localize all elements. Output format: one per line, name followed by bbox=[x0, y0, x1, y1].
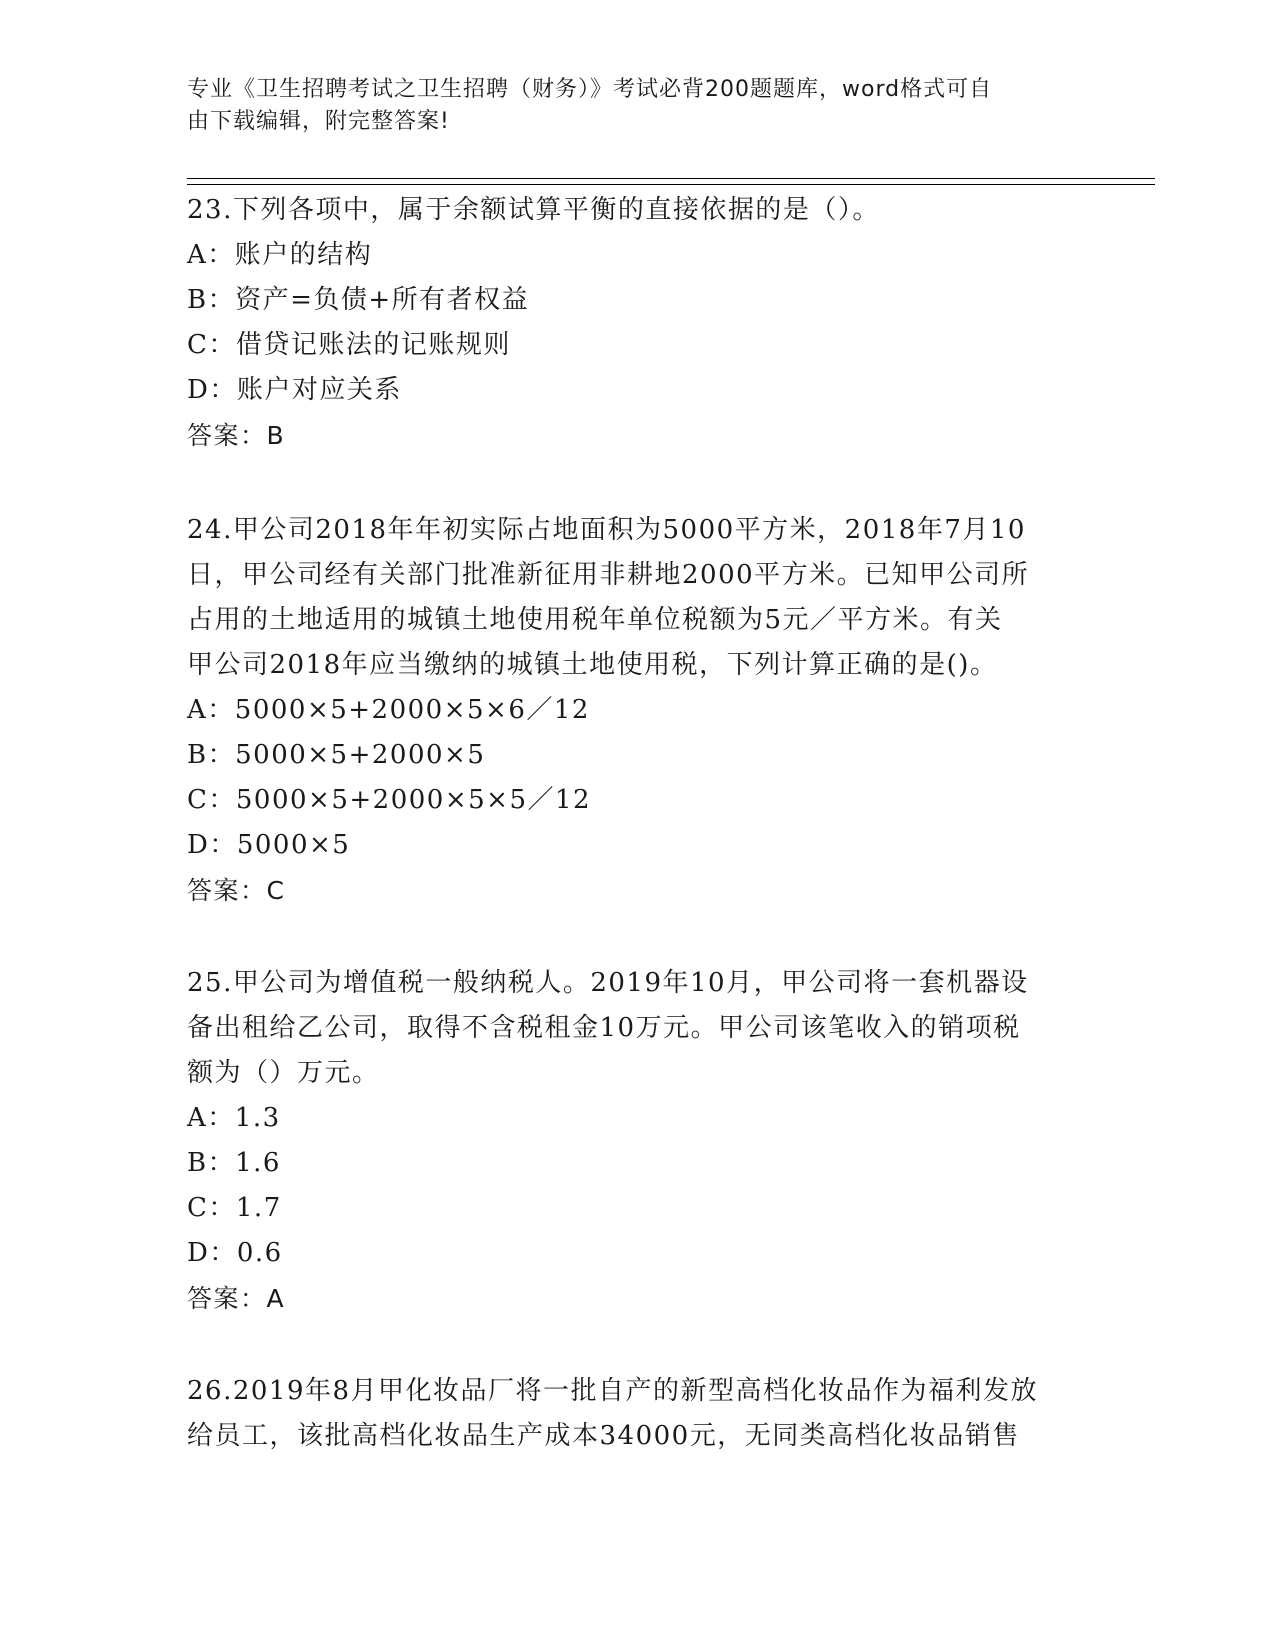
question-stem-line: 给员工，该批高档化妆品生产成本34000元，无同类高档化妆品销售 bbox=[187, 1421, 1020, 1451]
question-stem-line: 甲公司2018年应当缴纳的城镇土地使用税，下列计算正确的是()。 bbox=[187, 650, 998, 680]
header-line-2: 由下载编辑，附完整答案! bbox=[187, 109, 450, 134]
header-divider-bottom bbox=[187, 184, 1155, 185]
question-24 bbox=[187, 508, 1087, 913]
option-c: C：借贷记账法的记账规则 bbox=[187, 330, 511, 360]
question-25 bbox=[187, 961, 1087, 1321]
question-stem bbox=[187, 961, 1087, 1096]
question-23 bbox=[187, 188, 1087, 458]
question-stem bbox=[187, 188, 1087, 233]
document-header bbox=[187, 74, 1087, 138]
option-b: B：5000×5+2000×5 bbox=[187, 740, 486, 770]
question-stem-line: 备出租给乙公司，取得不含税租金10万元。甲公司该笔收入的销项税 bbox=[187, 1013, 1021, 1043]
question-stem bbox=[187, 1369, 1087, 1459]
question-stem-line: 24.甲公司2018年年初实际占地面积为5000平方米，2018年7月10 bbox=[187, 515, 1026, 545]
option-a: A：1.3 bbox=[187, 1103, 281, 1133]
answer-line: 答案：B bbox=[187, 421, 286, 450]
option-d: D：5000×5 bbox=[187, 830, 351, 860]
question-stem-line: 额为（）万元。 bbox=[187, 1058, 380, 1088]
question-stem bbox=[187, 508, 1087, 688]
question-stem-line: 占用的土地适用的城镇土地使用税年单位税额为5元／平方米。有关 bbox=[187, 605, 1003, 635]
option-a: A：账户的结构 bbox=[187, 240, 373, 270]
answer-line: 答案：C bbox=[187, 876, 286, 905]
question-stem-line: 23.下列各项中，属于余额试算平衡的直接依据的是（）。 bbox=[187, 195, 880, 225]
option-b: B：1.6 bbox=[187, 1148, 281, 1178]
question-stem-line: 日，甲公司经有关部门批准新征用非耕地2000平方米。已知甲公司所 bbox=[187, 560, 1030, 590]
header-divider-top bbox=[187, 178, 1155, 179]
option-c: C：1.7 bbox=[187, 1193, 282, 1223]
option-d: D：0.6 bbox=[187, 1238, 283, 1268]
header-line-1: 专业《卫生招聘考试之卫生招聘（财务）》考试必背200题题库，word格式可自 bbox=[187, 77, 993, 102]
question-26 bbox=[187, 1369, 1087, 1459]
option-c: C：5000×5+2000×5×5／12 bbox=[187, 785, 592, 815]
option-d: D：账户对应关系 bbox=[187, 375, 402, 405]
option-a: A：5000×5+2000×5×6／12 bbox=[187, 695, 590, 725]
answer-line: 答案：A bbox=[187, 1284, 286, 1313]
question-stem-line: 25.甲公司为增值税一般纳税人。2019年10月，甲公司将一套机器设 bbox=[187, 968, 1029, 998]
question-stem-line: 26.2019年8月甲化妆品厂将一批自产的新型高档化妆品作为福利发放 bbox=[187, 1376, 1039, 1406]
option-b: B：资产=负债+所有者权益 bbox=[187, 285, 530, 315]
